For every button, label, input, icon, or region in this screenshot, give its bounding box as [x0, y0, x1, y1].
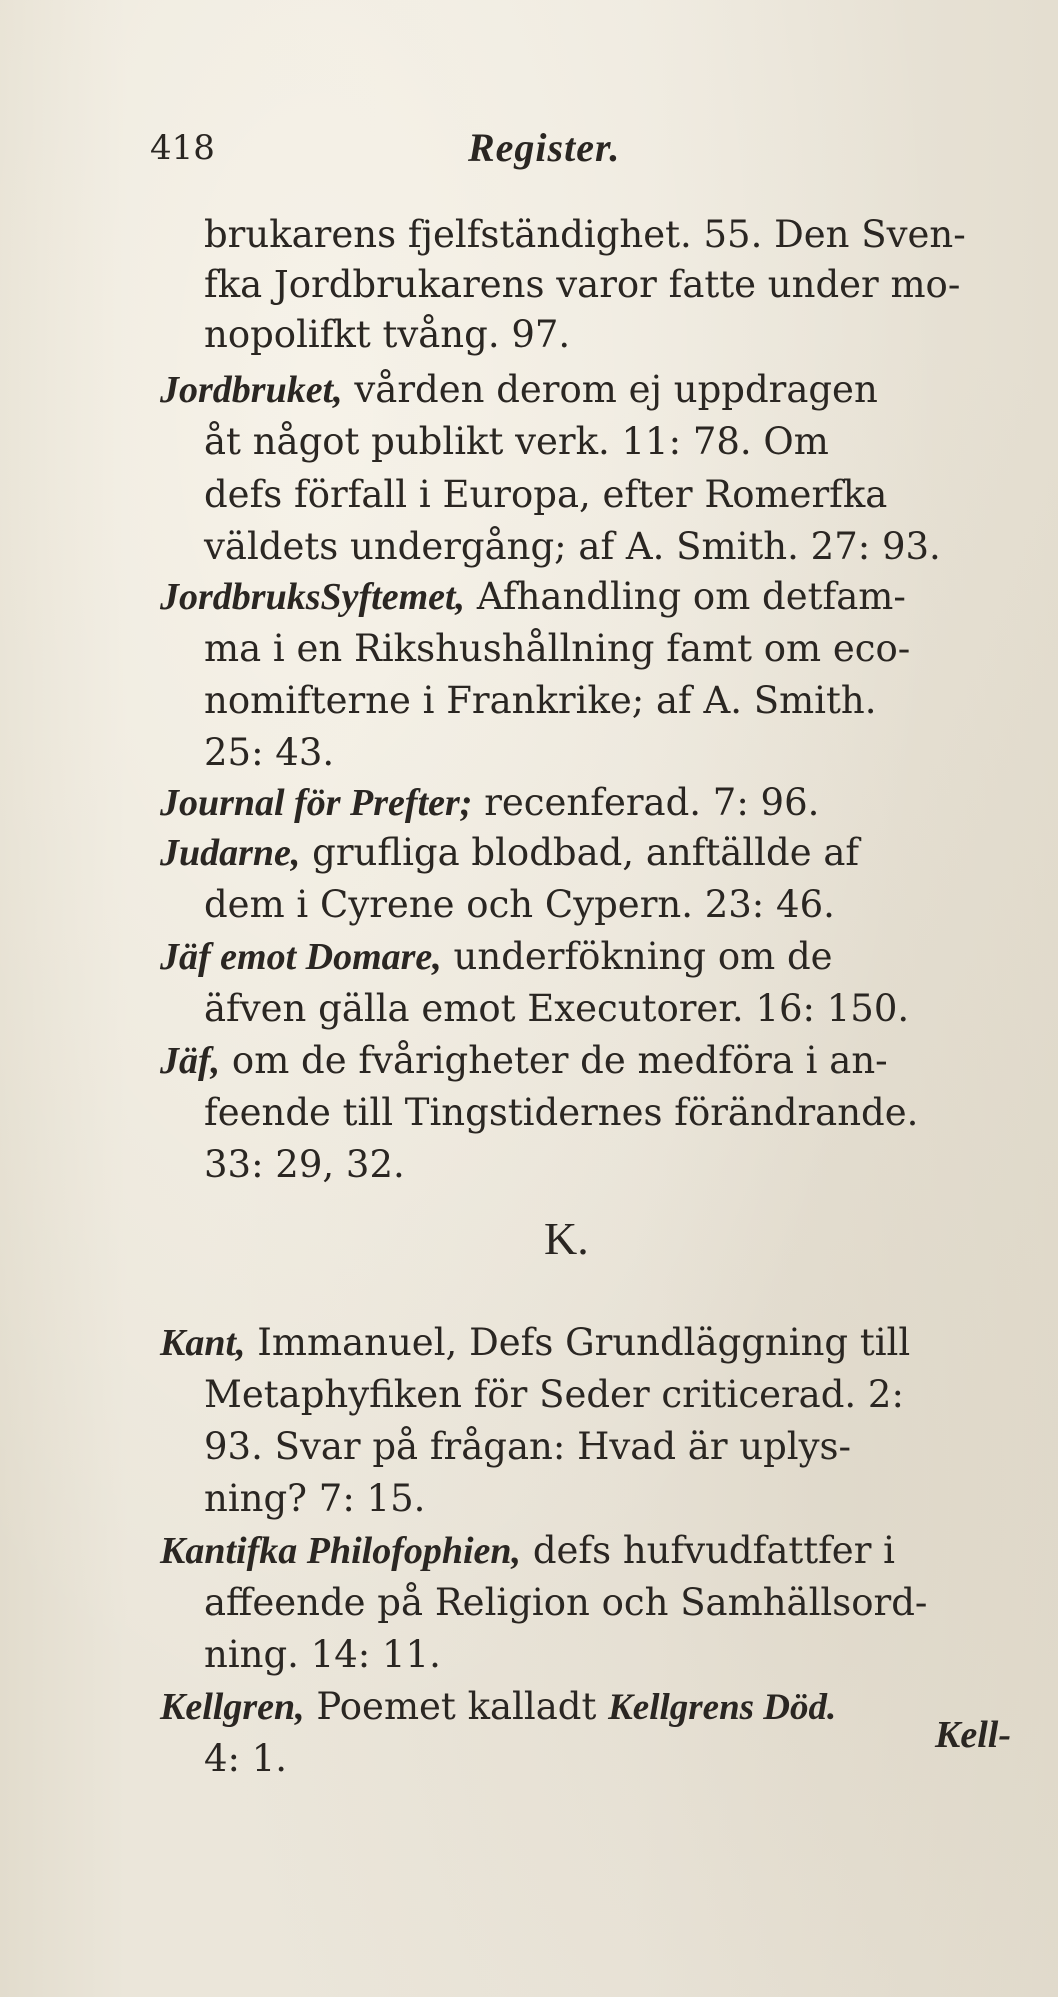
entry-headword: Judarne, [160, 832, 301, 874]
entry-line: Judarne, grufliga blodbad, anftällde af [160, 831, 860, 874]
entry-line: nopolifkt tvång. 97. [204, 313, 571, 356]
page-number: 418 [150, 128, 215, 168]
entry-line: Journal för Prefter; recenferad. 7: 96. [160, 781, 820, 824]
section-letter: K. [544, 1213, 589, 1264]
entry-line: äfven gälla emot Executorer. 16: 150. [204, 987, 910, 1030]
running-head: Register. [468, 125, 621, 170]
entry-line: fka Jordbrukarens varor fatte under mo- [204, 263, 961, 306]
italic-title: Kellgrens Död. [608, 1687, 837, 1728]
entry-line: Jäf, om de fvårigheter de medföra i an- [160, 1039, 888, 1082]
entry-headword: Jäf emot Domare, [160, 936, 442, 978]
entry-line: ning. 14: 11. [204, 1633, 441, 1676]
entry-line: 4: 1. [204, 1737, 288, 1780]
entry-line: Jordbruket, vården derom ej uppdragen [160, 368, 878, 411]
entry-line: JordbruksSyftemet, Afhandling om detfam- [160, 575, 906, 618]
catchword: Kell- [935, 1714, 1011, 1756]
entry-headword: Journal för Prefter; [160, 782, 473, 824]
entry-line: ning? 7: 15. [204, 1477, 426, 1520]
entry-line: brukarens fjelfständighet. 55. Den Sven- [204, 213, 966, 256]
entry-line: 93. Svar på frågan: Hvad är uplys- [204, 1425, 852, 1468]
entry-line: Kantifka Philofophien, defs hufvudfattfer i [160, 1529, 895, 1572]
page-header [150, 125, 950, 178]
entry-headword: JordbruksSyftemet, [160, 576, 466, 618]
entry-line: 33: 29, 32. [204, 1143, 405, 1186]
entry-line: Kellgren, Poemet kalladt Kellgrens Död. [160, 1685, 837, 1728]
entry-line: Kant, Immanuel, Defs Grundläggning till [160, 1321, 911, 1364]
entry-line: dem i Cyrene och Cypern. 23: 46. [204, 883, 835, 926]
entry-headword: Kellgren, [160, 1686, 305, 1728]
entry-line: nomifterne i Frankrike; af A. Smith. [204, 679, 877, 722]
entry-headword: Jäf, [160, 1040, 221, 1082]
entry-line: Jäf emot Domare, underfökning om de [160, 935, 833, 978]
entry-headword: Kantifka Philofophien, [160, 1530, 522, 1572]
entry-line: väldets undergång; af A. Smith. 27: 93. [204, 525, 941, 568]
entry-line: 25: 43. [204, 731, 335, 774]
entry-line: ma i en Rikshushållning famt om eco- [204, 627, 911, 670]
entry-line: affeende på Religion och Samhällsord- [204, 1581, 928, 1624]
entry-line: defs förfall i Europa, efter Romerfka [204, 473, 888, 516]
entry-line: Metaphyfiken för Seder criticerad. 2: [204, 1373, 904, 1416]
entry-line: feende till Tingstidernes förändrande. [204, 1091, 919, 1134]
entry-headword: Kant, [160, 1322, 246, 1364]
entry-headword: Jordbruket, [160, 369, 343, 411]
entry-line: åt något publikt verk. 11: 78. Om [204, 420, 829, 463]
